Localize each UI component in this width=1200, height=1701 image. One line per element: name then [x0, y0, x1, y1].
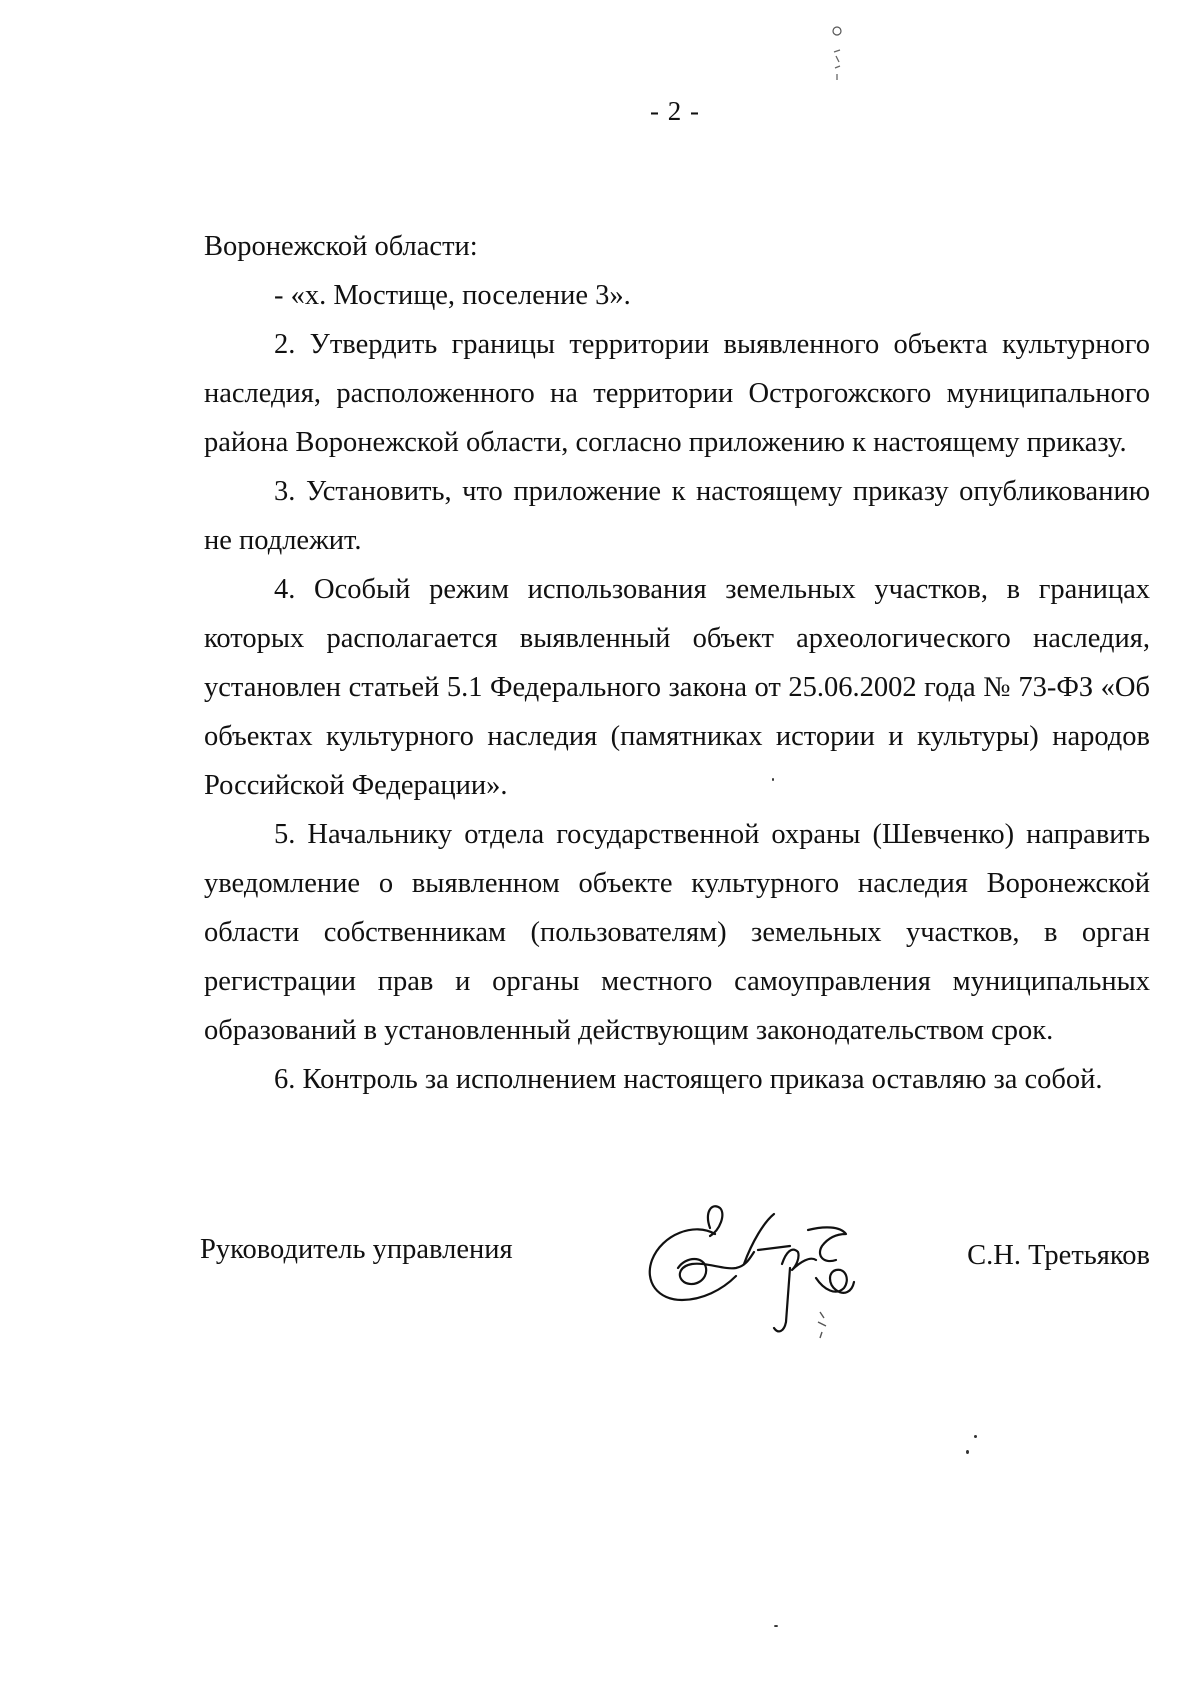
scan-speck: [772, 778, 774, 781]
page-number: - 2 -: [650, 96, 700, 126]
paragraph-item-name: - «х. Мостище, поселение 3».: [274, 280, 631, 311]
paragraph-2: 2. Утвердить границы территории выявленного объекта культурного наследия, расположенного на территории Острогожского муниципального района Воронежской области, согласно приложению к настоящему приказу.: [204, 329, 1150, 458]
signature-block: [200, 1220, 1150, 1340]
signatory-name: С.Н. Третьяков: [967, 1240, 1150, 1271]
paragraph-5: 5. Начальнику отдела государственной охраны (Шевченко) направить уведомление о выявленном объекте культурного наследия Воронежской области собственникам (пользователям) земельных участков, в орган регистрации прав и органы местного самоуправления муниципальных образований в установленный действующим законодательством срок.: [204, 819, 1150, 1046]
scan-speck: [774, 1625, 778, 1627]
paragraph-continuation: Воронежской области:: [204, 231, 478, 262]
handwritten-signature: [640, 1172, 870, 1352]
paragraph-6: 6. Контроль за исполнением настоящего приказа оставляю за собой.: [274, 1064, 1103, 1095]
paragraph-4: 4. Особый режим использования земельных участков, в границах которых располагается выявленный объект археологического наследия, установлен статьей 5.1 Федерального закона от 25.06.2002 года № 73-ФЗ «Об объектах культурного наследия (памятниках истории и культуры) народов Российской Федерации».: [204, 574, 1150, 801]
margin-mark-icon: [828, 22, 848, 92]
document-body: [204, 222, 1150, 1104]
paragraph-3: 3. Установить, что приложение к настоящему приказу опубликованию не подлежит.: [204, 476, 1150, 556]
signatory-position: Руководитель управления: [200, 1234, 513, 1265]
scan-speck: [974, 1435, 977, 1438]
scan-speck: [966, 1450, 969, 1454]
